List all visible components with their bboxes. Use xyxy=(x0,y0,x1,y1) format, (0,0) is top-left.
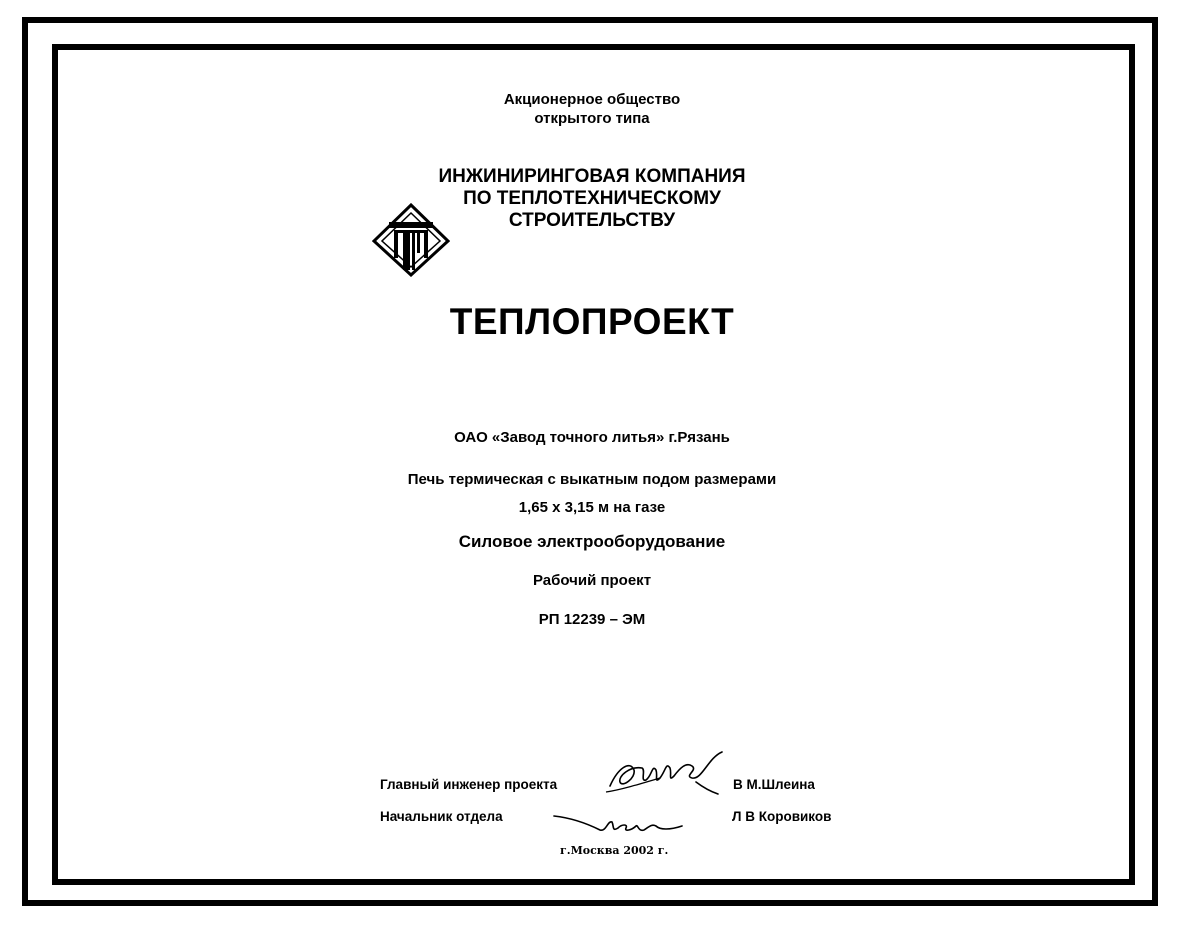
furnace-line-1: Печь термическая с выкатным подом размерами xyxy=(407,471,777,488)
chief-engineer-name: В М.Шлеина xyxy=(733,777,815,792)
company-name xyxy=(0,166,1184,232)
teploproekt-logo-icon xyxy=(372,203,450,277)
society-line-1: Акционерное общество xyxy=(503,91,681,108)
project-stage: Рабочий проект xyxy=(532,572,652,589)
project-code: РП 12239 – ЭМ xyxy=(538,611,646,628)
brand-title: ТЕПЛОПРОЕКТ xyxy=(449,301,735,342)
company-line-1: ИНЖИНИРИНГОВАЯ КОМПАНИЯ xyxy=(438,166,746,187)
company-line-3: СТРОИТЕЛЬСТВУ xyxy=(508,210,676,231)
society-line-2: открытого типа xyxy=(534,110,650,127)
furnace-description xyxy=(0,466,1184,522)
signature-2 xyxy=(552,810,687,838)
furnace-line-2: 1,65 х 3,15 м на газе xyxy=(518,499,666,516)
department-head-name: Л В Коровиков xyxy=(732,809,832,824)
document-section: Силовое электрооборудование xyxy=(458,532,726,551)
society-type xyxy=(0,90,1184,128)
city-year: г.Москва 2002 г. xyxy=(560,844,669,857)
department-head-role: Начальник отдела xyxy=(380,809,503,824)
signature-1 xyxy=(600,748,735,800)
chief-engineer-role: Главный инженер проекта xyxy=(380,777,558,792)
customer: ОАО «Завод точного литья» г.Рязань xyxy=(454,429,730,446)
company-line-2: ПО ТЕПЛОТЕХНИЧЕСКОМУ xyxy=(463,188,721,209)
